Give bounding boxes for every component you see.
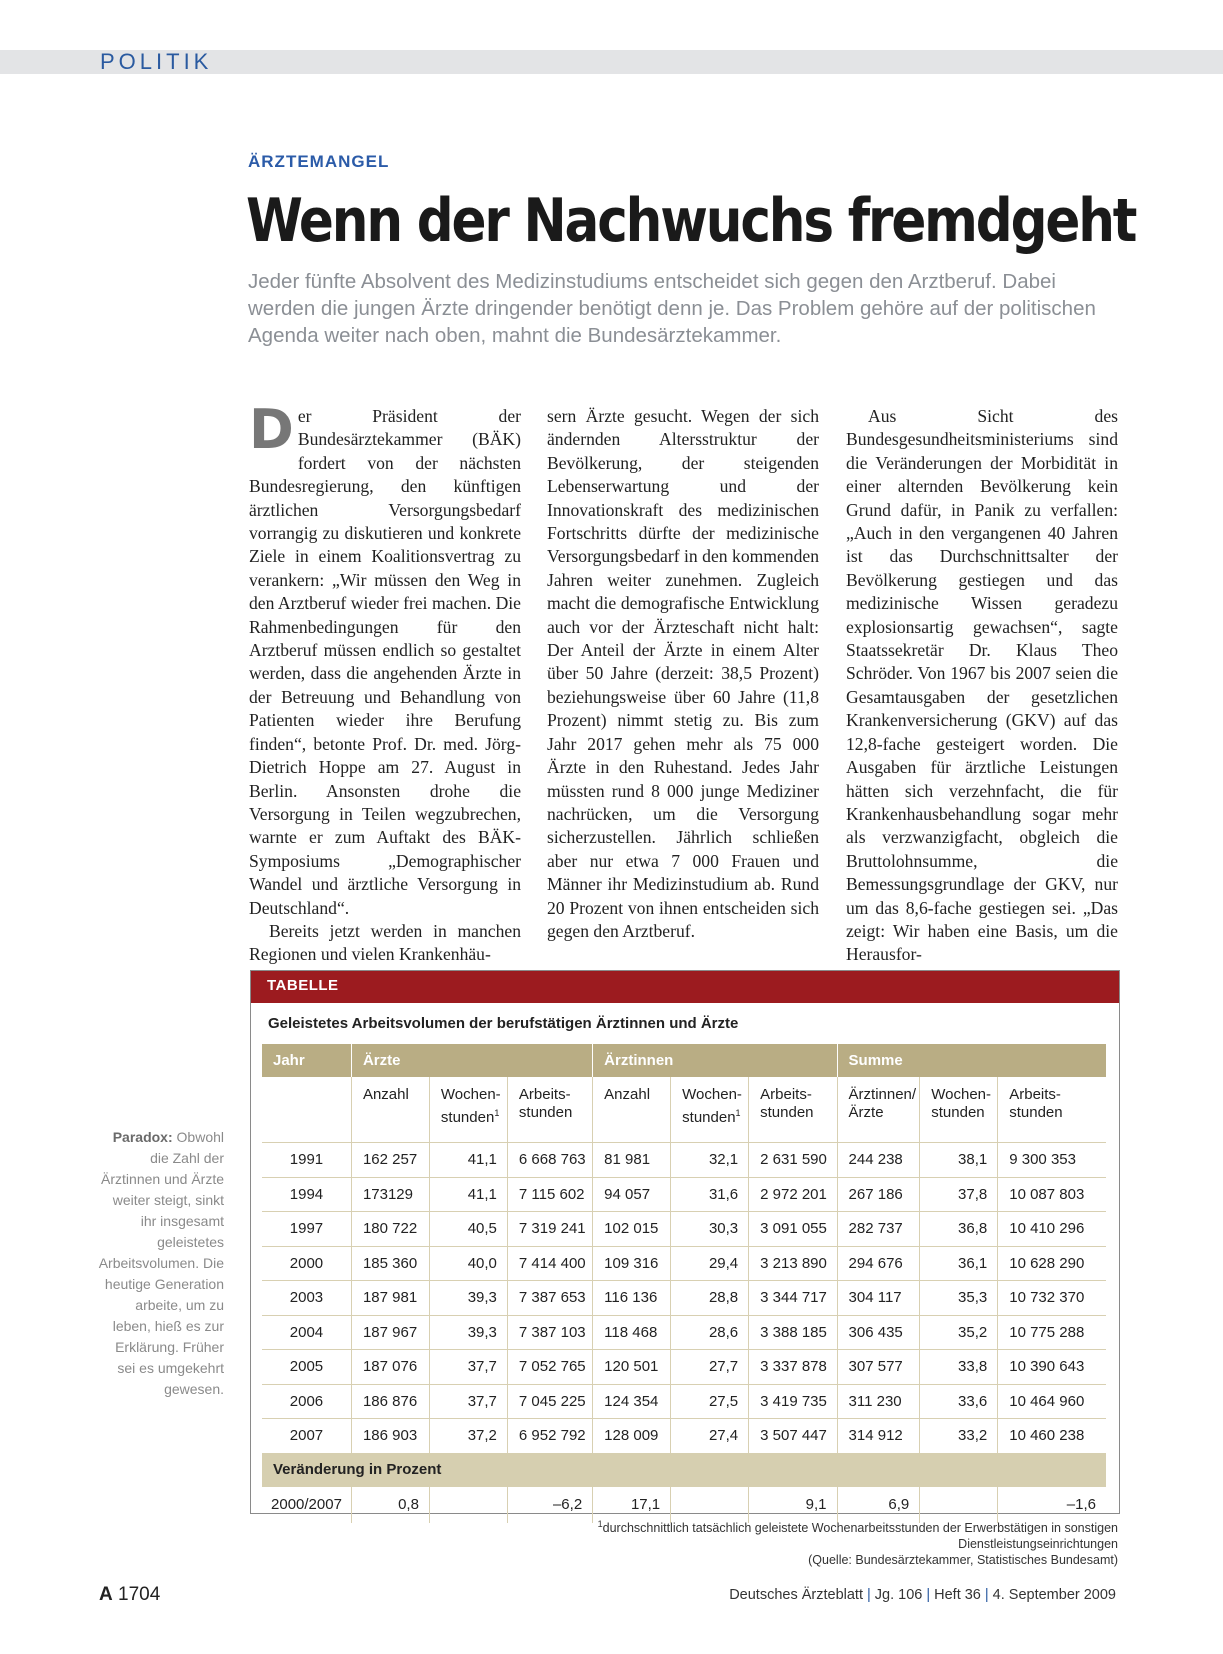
table-cell: 37,7 (429, 1384, 507, 1419)
paragraph-4: Aus Sicht des Bundesgesundheitsministeriums sind die Veränderungen der Morbidität in einer alternden Bevölkerung kein Grund dafür, in Panik zu verfallen: „Auch in den vergangenen 40 Jahren ist das Durchschnittsalter der Bevölkerung gestiegen und das medizinische Wissen geradezu explosionsartig gewachsen“, sagte Staatssekretär Dr. Klaus Theo Schröder. Von 1967 bis 2007 seien die Gesamtausgaben der gesetzlichen Krankenversicherung (GKV) auf das 12,8-fache gesteigert worden. Die Ausgaben für ärztliche Leistungen hätten sich verzehnfacht, die für Krankenhausbehandlung sogar mehr als verzwanzigfacht, obgleich die Bruttolohnsumme, die Bemessungsgrundlage der GKV, nur um das 8,6-fache gestiegen sei. „Das zeigt: Wir haben eine Basis, um die Herausfor- (846, 406, 1118, 965)
table-cell: 3 091 055 (749, 1212, 837, 1247)
table-header-bar (251, 971, 1119, 1003)
table-cell: 39,3 (429, 1281, 507, 1316)
table-cell: 244 238 (837, 1143, 920, 1178)
page-number: A 1704 (99, 1584, 161, 1605)
change-header-row (262, 1453, 1106, 1487)
table-cell: 187 981 (351, 1281, 429, 1316)
table-cell: 39,3 (429, 1315, 507, 1350)
table-cell: 37,8 (920, 1177, 998, 1212)
table-cell: 7 387 103 (507, 1315, 592, 1350)
footnote-text: durchschnittlich tatsächlich geleistete Wochenarbeitsstunden der Erwerbstätigen in sonstigen Dienstleistungseinrichtungen (602, 1521, 1118, 1552)
journal-name: Deutsches Ärzteblatt (729, 1587, 863, 1603)
subheader-empty (262, 1077, 351, 1143)
subheader-wochenstunden: Wochen- stunden (920, 1077, 998, 1143)
group-aerzte: Ärzte (351, 1044, 592, 1077)
table-cell: 116 136 (593, 1281, 671, 1316)
table-year-cell: 2003 (262, 1281, 351, 1316)
table-cell: 37,2 (429, 1419, 507, 1453)
table-cell: 41,1 (429, 1143, 507, 1178)
table-year-cell: 1997 (262, 1212, 351, 1247)
table-cell: 40,5 (429, 1212, 507, 1247)
table-cell: 10 732 370 (998, 1281, 1106, 1316)
table-cell: 6 952 792 (507, 1419, 592, 1453)
change-period: 2000/2007 (271, 1496, 342, 1513)
table-row (262, 1143, 1106, 1178)
body-column-3 (846, 405, 1118, 967)
table-cell: 118 468 (593, 1315, 671, 1350)
table-cell: 3 337 878 (749, 1350, 837, 1385)
table-cell: 314 912 (837, 1419, 920, 1453)
body-column-2 (547, 405, 819, 943)
table-year-cell: 2000 (262, 1246, 351, 1281)
table-row (262, 1246, 1106, 1281)
table-row (262, 1177, 1106, 1212)
subheader-arbeitsstunden: Arbeits- stunden (998, 1077, 1106, 1143)
table-cell: 2 631 590 (749, 1143, 837, 1178)
image-caption (96, 1127, 224, 1400)
table-cell: 32,1 (671, 1143, 749, 1178)
table-cell: 3 213 890 (749, 1246, 837, 1281)
change-label: Veränderung in Prozent (262, 1453, 1106, 1487)
table-cell: –1,6 (998, 1487, 1106, 1523)
table-cell: 28,6 (671, 1315, 749, 1350)
table-cell: 7 052 765 (507, 1350, 592, 1385)
article-headline: Wenn der Nachwuchs fremdgeht (246, 186, 1136, 256)
group-summe: Summe (837, 1044, 1106, 1077)
table-cell: 173129 (351, 1177, 429, 1212)
table-cell: 3 388 185 (749, 1315, 837, 1350)
table-cell: 187 967 (351, 1315, 429, 1350)
table-cell: 33,6 (920, 1384, 998, 1419)
table-cell: 267 186 (837, 1177, 920, 1212)
journal-footer: Deutsches Ärzteblatt | Jg. 106 | Heft 36 | 4. September 2009 (729, 1587, 1116, 1603)
table-cell: 9,1 (749, 1487, 837, 1523)
journal-issue: Heft 36 (934, 1587, 981, 1603)
table-cell: 120 501 (593, 1350, 671, 1385)
table-cell: 282 737 (837, 1212, 920, 1247)
table-year-cell: 2007 (262, 1419, 351, 1453)
table-footnote: $^1$durchschnittlich tatsächlich geleistete Wochenarbeitsstunden der Erwerbstätigen in sonstigen Dienstleistungseinrichtungen (Quelle: Bundesärztekammer, Statistisches Bundesamt) (597, 1519, 1118, 1568)
table-cell: –6,2 (507, 1487, 592, 1523)
table-cell: 81 981 (593, 1143, 671, 1178)
body-column-1 (249, 398, 521, 967)
table-cell: 10 464 960 (998, 1384, 1106, 1419)
table-cell: 186 903 (351, 1419, 429, 1453)
table-cell: 10 628 290 (998, 1246, 1106, 1281)
table-row (262, 1212, 1106, 1247)
table-cell: 186 876 (351, 1384, 429, 1419)
subheader-wochenstunden: Wochen- stunden$^1$ (429, 1077, 507, 1143)
table-row (262, 1384, 1106, 1419)
table-cell: 306 435 (837, 1315, 920, 1350)
table-cell: 10 775 288 (998, 1315, 1106, 1350)
table-year-cell: 2005 (262, 1350, 351, 1385)
table-cell: 10 410 296 (998, 1212, 1106, 1247)
table-row (262, 1350, 1106, 1385)
table-cell: 10 390 643 (998, 1350, 1106, 1385)
section-label: POLITIK (100, 49, 213, 74)
drop-cap: D (249, 398, 294, 461)
table-cell: 102 015 (593, 1212, 671, 1247)
table-cell: 294 676 (837, 1246, 920, 1281)
table-cell: 307 577 (837, 1350, 920, 1385)
table-year-cell: 2006 (262, 1384, 351, 1419)
table-cell: 94 057 (593, 1177, 671, 1212)
article-kicker: ÄRZTEMANGEL (248, 152, 390, 171)
article-lead: Jeder fünfte Absolvent des Medizinstudiums entscheidet sich gegen den Arztberuf. Dabei werden die jungen Ärzte dringender benötigt denn je. Das Problem gehöre auf der politischen Agenda weiter nach oben, mahnt die Bundesärztekammer. (248, 270, 1096, 347)
journal-date: 4. September 2009 (992, 1587, 1116, 1603)
table-cell: 41,1 (429, 1177, 507, 1212)
table-cell: 124 354 (593, 1384, 671, 1419)
table-cell: 10 087 803 (998, 1177, 1106, 1212)
table-cell: 6 668 763 (507, 1143, 592, 1178)
table-cell: 35,3 (920, 1281, 998, 1316)
table-cell: 31,6 (671, 1177, 749, 1212)
table-cell: 36,1 (920, 1246, 998, 1281)
table-source: (Quelle: Bundesärztekammer, Statistisches Bundesamt) (808, 1553, 1118, 1568)
table-label: TABELLE (267, 977, 339, 994)
table-cell: 7 115 602 (507, 1177, 592, 1212)
table-cell: 36,8 (920, 1212, 998, 1247)
subheader-wochenstunden: Wochen- stunden$^1$ (671, 1077, 749, 1143)
table-cell: 7 319 241 (507, 1212, 592, 1247)
paragraph-1: er Präsident der Bundesärztekammer (BÄK) fordert von der nächsten Bundesregierung, den künftigen ärztlichen Versorgungsbedarf vorrangig zu diskutieren und konkrete Ziele in einem Koalitionsvertrag zu verankern: „Wir müssen den Weg in den Arztberuf wieder frei machen. Die Rahmenbedingungen für den Arztberuf müssen endlich so gestaltet werden, dass die angehenden Ärzte in der Betreuung und Behandlung von Patienten wieder ihre Berufung finden“, betonte Prof. Dr. med. Jörg-Dietrich Hoppe am 27. August in Berlin. Ansonsten drohe die Versorgung in Teilen wegzubrechen, warnte er zum Auftakt des BÄK-Symposiums „Demographischer Wandel und ärztliche Versorgung in Deutschland“. (249, 406, 521, 918)
table-cell: 27,7 (671, 1350, 749, 1385)
group-header-row (262, 1044, 1106, 1077)
table-cell: 180 722 (351, 1212, 429, 1247)
table-cell: 10 460 238 (998, 1419, 1106, 1453)
table-cell: 7 387 653 (507, 1281, 592, 1316)
table-cell: 3 344 717 (749, 1281, 837, 1316)
table-cell: 28,8 (671, 1281, 749, 1316)
table-row (262, 1315, 1106, 1350)
subheader-aerztinnen-aerzte: Ärztinnen/ Ärzte (837, 1077, 920, 1143)
table-title: Geleistetes Arbeitsvolumen der berufstätigen Ärztinnen und Ärzte (268, 1015, 739, 1032)
subheader-arbeitsstunden: Arbeits- stunden (507, 1077, 592, 1143)
caption-lead: Paradox: (112, 1129, 173, 1145)
table-cell: 38,1 (920, 1143, 998, 1178)
table-row (262, 1281, 1106, 1316)
table-cell: 7 414 400 (507, 1246, 592, 1281)
table-cell: 29,4 (671, 1246, 749, 1281)
journal-volume: Jg. 106 (874, 1587, 923, 1603)
table-cell: 109 316 (593, 1246, 671, 1281)
table-cell: 27,5 (671, 1384, 749, 1419)
group-jahr: Jahr (262, 1044, 351, 1077)
table-cell: 17,1 (593, 1487, 671, 1523)
table-cell: 3 507 447 (749, 1419, 837, 1453)
table-cell: 40,0 (429, 1246, 507, 1281)
paragraph-3: sern Ärzte gesucht. Wegen der sich ändernden Altersstruktur der Bevölkerung, der steigenden Lebenserwartung und der Innovationskraft des medizinischen Fortschritts dürfte der medizinische Versorgungsbedarf in den kommenden Jahren weiter zunehmen. Zugleich macht die demografische Entwicklung auch vor der Ärzteschaft nicht halt: Der Anteil der Ärzte in einem Alter über 50 Jahre (derzeit: 38,5 Prozent) beziehungsweise über 60 Jahre (11,8 Prozent) nimmt stetig zu. Bis zum Jahr 2017 gehen mehr als 75 000 Ärzte in den Ruhestand. Jedes Jahr müssten rund 8 000 junge Mediziner nachrücken, um die Versorgung sicherzustellen. Jährlich schließen aber nur etwa 7 000 Frauen und Männer ihr Medizinstudium ab. Rund 20 Prozent von ihnen entscheiden sich gegen den Arztberuf. (547, 406, 819, 941)
table-cell: 33,2 (920, 1419, 998, 1453)
subheader-anzahl: Anzahl (351, 1077, 429, 1143)
table-year-cell: 2004 (262, 1315, 351, 1350)
table-cell: 311 230 (837, 1384, 920, 1419)
table-cell: 0,8 (351, 1487, 429, 1523)
table-cell: 162 257 (351, 1143, 429, 1178)
table-cell: 185 360 (351, 1246, 429, 1281)
table-cell: 35,2 (920, 1315, 998, 1350)
table-cell: 30,3 (671, 1212, 749, 1247)
table-cell: 27,4 (671, 1419, 749, 1453)
table-cell: 9 300 353 (998, 1143, 1106, 1178)
table-row (262, 1419, 1106, 1453)
table-cell: 128 009 (593, 1419, 671, 1453)
data-table (262, 1044, 1106, 1523)
paragraph-2: Bereits jetzt werden in manchen Regionen und vielen Krankenhäu- (249, 920, 521, 965)
table-cell: 2 972 201 (749, 1177, 837, 1212)
group-aerztinnen: Ärztinnen (593, 1044, 837, 1077)
caption-text: Obwohl die Zahl der Ärztinnen und Ärzte weiter steigt, sinkt ihr insgesamt geleistetes Arbeitsvolumen. Die heutige Generation arbeite, um zu leben, hieß es zur Erklärung. Früher sei es umgekehrt gewesen. (98, 1129, 224, 1397)
table-cell: 37,7 (429, 1350, 507, 1385)
subheader-anzahl: Anzahl (593, 1077, 671, 1143)
table-cell: 6,9 (837, 1487, 920, 1523)
table-cell: 3 419 735 (749, 1384, 837, 1419)
subheader-row (262, 1077, 1106, 1143)
table-year-cell: 1994 (262, 1177, 351, 1212)
table-cell: 7 045 225 (507, 1384, 592, 1419)
table-cell: 187 076 (351, 1350, 429, 1385)
subheader-arbeitsstunden: Arbeits- stunden (749, 1077, 837, 1143)
data-table-box (250, 970, 1120, 1514)
table-year-cell: 1991 (262, 1143, 351, 1178)
table-cell: 304 117 (837, 1281, 920, 1316)
table-cell: 33,8 (920, 1350, 998, 1385)
